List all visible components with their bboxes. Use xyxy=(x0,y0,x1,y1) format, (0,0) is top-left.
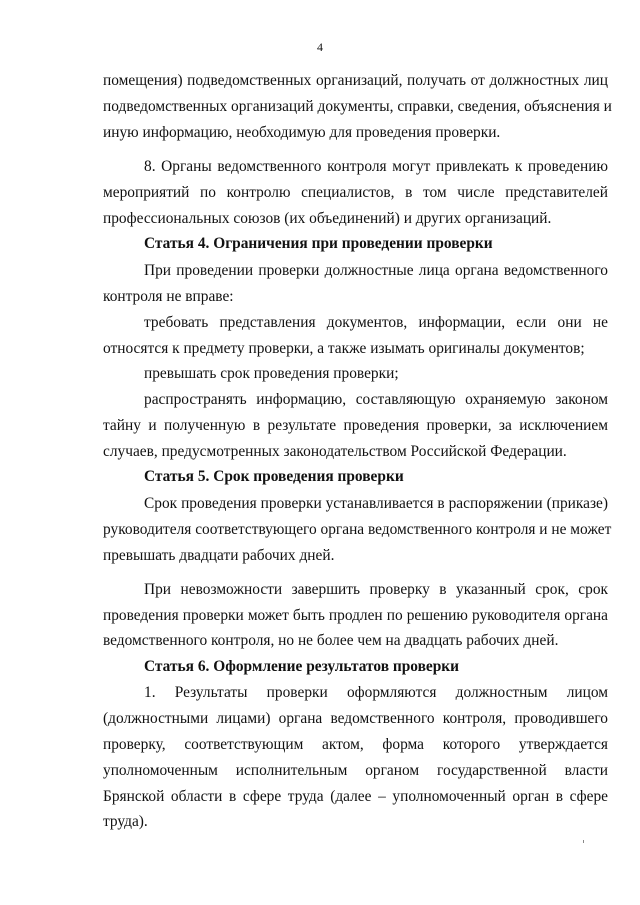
text-line: мероприятий по контролю специалистов, в том числе представителей xyxy=(103,184,608,201)
article-heading: Статья 4. Ограничения при проведении проверки xyxy=(144,235,493,252)
text-line: подведомственных организаций документы, справки, сведения, объяснения и xyxy=(103,98,612,115)
text-line: труда). xyxy=(103,813,148,830)
scan-artifact xyxy=(583,840,584,843)
text-line: распространять информацию, составляющую охраняемую законом xyxy=(144,391,608,408)
text-line: руководителя соответствующего органа ведомственного контроля и не может xyxy=(103,521,612,538)
text-line: 1. Результаты проверки оформляются должностным лицом xyxy=(144,684,608,701)
article-heading: Статья 5. Срок проведения проверки xyxy=(144,468,404,485)
text-line: При проведении проверки должностные лица органа ведомственного xyxy=(144,262,608,279)
text-line: контроля не вправе: xyxy=(103,288,234,305)
text-line: (должностными лицами) органа ведомственного контроля, проводившего xyxy=(103,710,608,727)
page-number: 4 xyxy=(317,40,323,54)
text-line: превышать двадцати рабочих дней. xyxy=(103,547,335,564)
text-line: проведения проверки может быть продлен по решению руководителя органа xyxy=(103,607,608,624)
text-line: 8. Органы ведомственного контроля могут привлекать к проведению xyxy=(144,158,608,175)
text-line: уполномоченным исполнительным органом государственной власти xyxy=(103,762,608,779)
text-line: случаев, предусмотренных законодательством Российской Федерации. xyxy=(103,443,567,460)
text-line: помещения) подведомственных организаций, получать от должностных лиц xyxy=(103,72,608,89)
text-line: Срок проведения проверки устанавливается в распоряжении (приказе) xyxy=(144,495,608,512)
text-line: тайну и полученную в результате проведения проверки, за исключением xyxy=(103,417,608,434)
text-line: При невозможности завершить проверку в указанный срок, срок xyxy=(144,581,608,598)
text-line: Брянской области в сфере труда (далее – уполномоченный орган в сфере xyxy=(103,788,608,805)
text-line: относятся к предмету проверки, а также изымать оригиналы документов; xyxy=(103,340,585,357)
text-line: требовать представления документов, информации, если они не xyxy=(144,314,608,331)
text-line: иную информацию, необходимую для проведения проверки. xyxy=(103,124,501,141)
text-line: проверку, соответствующим актом, форма которого утверждается xyxy=(103,736,608,753)
text-line: превышать срок проведения проверки; xyxy=(144,365,399,382)
article-heading: Статья 6. Оформление результатов проверки xyxy=(144,658,460,675)
text-line: профессиональных союзов (их объединений) и других организаций. xyxy=(103,210,552,227)
text-line: ведомственного контроля, но не более чем на двадцать рабочих дней. xyxy=(103,632,559,649)
